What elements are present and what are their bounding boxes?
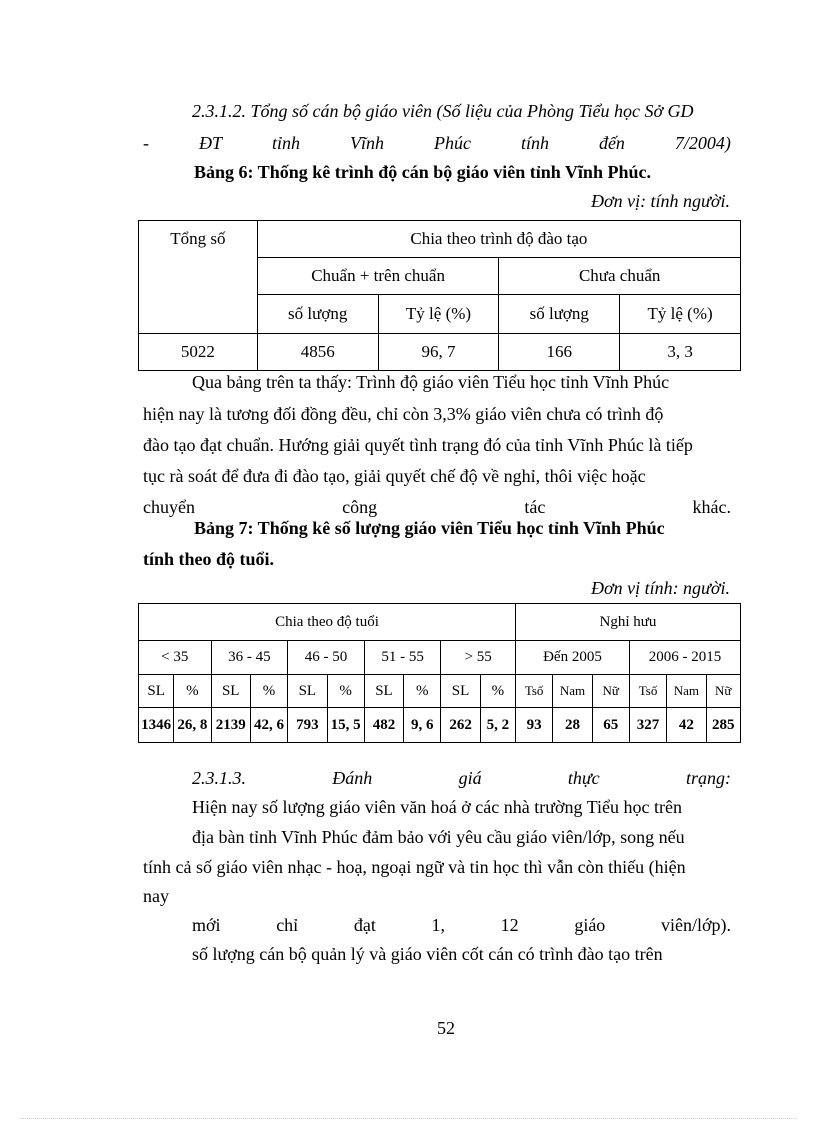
table7-sub-nam: Nam [667, 675, 706, 708]
table7-cell: 482 [364, 708, 403, 743]
table7-sub-nam: Nam [553, 675, 592, 708]
table7-cell: 2139 [211, 708, 250, 743]
heading-word: ĐT [198, 133, 222, 153]
table7-age-51-55: 51 - 55 [364, 641, 441, 675]
section-line4: nay [143, 886, 169, 906]
para-word: chỉ [276, 915, 299, 935]
para-word: giáo [574, 915, 606, 935]
table6-header-rate2: Tỷ lệ (%) [620, 295, 741, 334]
section-line6: số lượng cán bộ quản lý và giáo viên cốt cán có trình đào tạo trên [192, 944, 663, 964]
table7-sub-pct: % [174, 675, 211, 708]
para1-line5 [143, 496, 731, 518]
table7-unit: Đơn vị tính: người. [590, 578, 730, 598]
table7-cell: 65 [592, 708, 629, 743]
table7-sub-nu: Nữ [706, 675, 740, 708]
heading-word: - [143, 133, 149, 153]
table7-caption-line1: Bảng 7: Thống kê số lượng giáo viên Tiểu học tỉnh Vĩnh Phúc [194, 518, 665, 538]
table-row [139, 334, 741, 371]
heading-word: Đánh [332, 768, 373, 788]
table6-header-total: Tổng số [139, 221, 258, 334]
table7-sub-sl: SL [288, 675, 327, 708]
table7-retire-to-2005: Đến 2005 [516, 641, 630, 675]
table6-unit: Đơn vị: tính người. [590, 191, 730, 211]
para1-line4: tục rà soát để đưa đi đào tạo, giải quyết chế độ về nghỉ, thôi việc hoặc [143, 466, 646, 486]
table6-header-standard: Chuẩn + trên chuẩn [257, 258, 499, 295]
para-word: 12 [500, 915, 519, 935]
heading-word: Phúc [433, 133, 471, 153]
table6-header-group: Chia theo trình độ đào tạo [257, 221, 740, 258]
table7-cell: 15, 5 [327, 708, 364, 743]
para-word: khác. [692, 497, 731, 517]
section-line2: địa bàn tỉnh Vĩnh Phúc đảm bảo với yêu cầu giáo viên/lớp, song nếu [192, 827, 685, 847]
table7-cell: 42, 6 [250, 708, 287, 743]
page-number: 52 [437, 1018, 455, 1038]
table7-sub-nu: Nữ [592, 675, 629, 708]
table7-age-36-45: 36 - 45 [211, 641, 288, 675]
table7-sub-sl: SL [364, 675, 403, 708]
section-line3: tính cả số giáo viên nhạc - hoạ, ngoại ngữ và tin học thì vẫn còn thiếu (hiện [143, 857, 686, 877]
table6-cell-qty2: 166 [499, 334, 620, 371]
table7-sub-pct: % [250, 675, 287, 708]
table6-cell-total: 5022 [139, 334, 258, 371]
table7-sub-sl: SL [211, 675, 250, 708]
para-word: tác [524, 497, 546, 517]
table7-cell: 262 [441, 708, 480, 743]
heading-word: 2.3.1.3. [192, 768, 246, 788]
section-line1: Hiện nay số lượng giáo viên văn hoá ở các nhà trường Tiểu học trên [192, 797, 682, 817]
table7 [138, 603, 741, 743]
heading-word: đến [598, 133, 625, 153]
heading-word: thực [567, 768, 600, 788]
table7-sub-ts: Tsố [629, 675, 666, 708]
table7-age-gt55: > 55 [441, 641, 516, 675]
para-word: viên/lớp). [660, 915, 731, 935]
table7-caption-line2: tính theo độ tuổi. [143, 549, 275, 569]
table6-caption: Bảng 6: Thống kê trình độ cán bộ giáo viên tỉnh Vĩnh Phúc. [194, 162, 651, 182]
heading-word: 7/2004) [674, 133, 731, 153]
table6-cell-qty1: 4856 [257, 334, 378, 371]
table6-cell-rate1: 96, 7 [378, 334, 499, 371]
table7-sub-pct: % [327, 675, 364, 708]
table7-cell: 285 [706, 708, 740, 743]
section-line5 [192, 914, 731, 936]
table7-retire-2006-2015: 2006 - 2015 [629, 641, 740, 675]
table7-cell: 42 [667, 708, 706, 743]
table7-sub-ts: Tsố [516, 675, 553, 708]
table6-header-qty2: số lượng [499, 295, 620, 334]
table7-sub-sl: SL [441, 675, 480, 708]
table7-age-lt35: < 35 [139, 641, 212, 675]
table6-header-qty1: số lượng [257, 295, 378, 334]
para-word: công [342, 497, 378, 517]
table7-sub-pct: % [404, 675, 441, 708]
table7-cell: 9, 6 [404, 708, 441, 743]
para-word: mới [192, 915, 221, 935]
section-heading-2312: 2.3.1.2. Tổng số cán bộ giáo viên (Số liệu của Phòng Tiểu học Sở GD [192, 101, 694, 121]
para1-line1: Qua bảng trên ta thấy: Trình độ giáo viên Tiểu học tỉnh Vĩnh Phúc [192, 372, 670, 392]
table6-header-substandard: Chưa chuẩn [499, 258, 741, 295]
para1-line3: đào tạo đạt chuẩn. Hướng giải quyết tình trạng đó của tỉnh Vĩnh Phúc là tiếp [143, 435, 693, 455]
para-word: chuyển [143, 497, 195, 517]
heading-word: tỉnh [271, 133, 300, 153]
table7-cell: 793 [288, 708, 327, 743]
heading-word: trạng: [685, 768, 731, 788]
table7-age-46-50: 46 - 50 [288, 641, 365, 675]
heading-word: Vĩnh [349, 133, 384, 153]
para-word: đạt [353, 915, 376, 935]
table6 [138, 220, 741, 371]
table7-sub-sl: SL [139, 675, 174, 708]
heading-word: tính [520, 133, 549, 153]
table-row [139, 708, 741, 743]
section-heading-2312-line2 [143, 132, 731, 154]
para1-line2: hiện nay là tương đối đồng đều, chỉ còn 3,3% giáo viên chưa có trình độ [143, 404, 664, 424]
table7-cell: 327 [629, 708, 666, 743]
para-word: 1, [431, 915, 445, 935]
table7-cell: 26, 8 [174, 708, 211, 743]
section-heading-2313 [192, 767, 731, 789]
table6-cell-rate2: 3, 3 [620, 334, 741, 371]
table7-cell: 28 [553, 708, 592, 743]
table7-sub-pct: % [480, 675, 515, 708]
footer-divider [20, 1118, 796, 1119]
table7-header-retire-group: Nghỉ hưu [516, 604, 741, 641]
table7-cell: 93 [516, 708, 553, 743]
heading-word: giá [458, 768, 482, 788]
table7-header-age-group: Chia theo độ tuổi [139, 604, 516, 641]
table6-header-rate1: Tỷ lệ (%) [378, 295, 499, 334]
table7-cell: 1346 [139, 708, 174, 743]
table7-cell: 5, 2 [480, 708, 515, 743]
